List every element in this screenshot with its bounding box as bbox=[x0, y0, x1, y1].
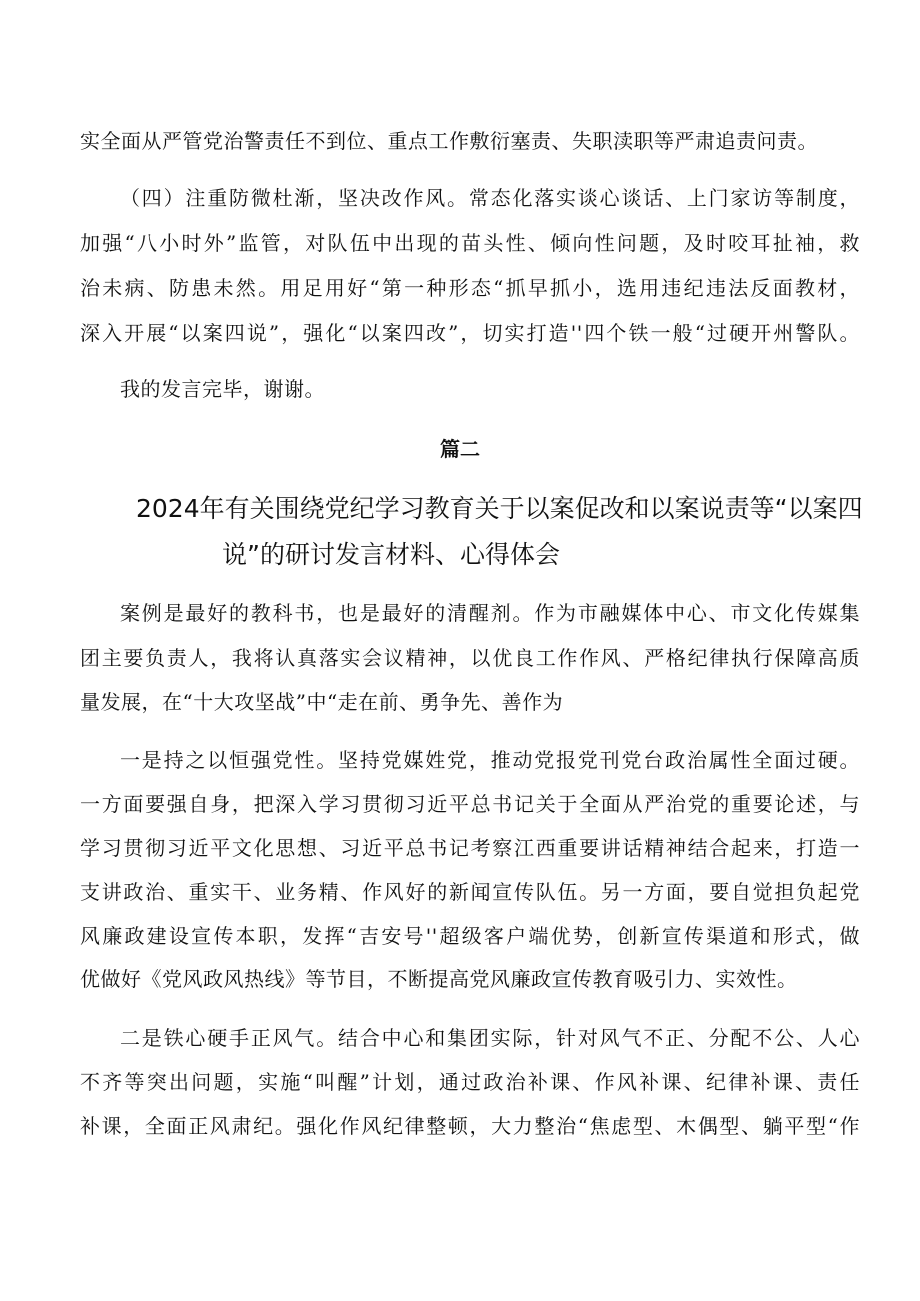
paragraph-2-line-3: 治未病、防患未然。用足用好“第一种形态“抓早抓小，选用违纪违法反面教材， bbox=[80, 276, 860, 300]
paragraph-5-line-2: 一方面要强自身，把深入学习贯彻习近平总书记关于全面从严治党的重要论述，与 bbox=[80, 792, 860, 816]
title-line-2: 说”的研讨发言材料、心得体会 bbox=[222, 540, 560, 569]
paragraph-4-line-2: 团主要负责人，我将认真落实会议精神，以优良工作作风、严格纪律执行保障高质 bbox=[80, 646, 860, 670]
paragraph-6-line-2: 不齐等突出问题，实施“叫醒”计划，通过政治补课、作风补课、纪律补课、责任 bbox=[80, 1070, 860, 1094]
paragraph-4-line-1: 案例是最好的教科书，也是最好的清醒剂。作为市融媒体中心、市文化传媒集 bbox=[120, 601, 860, 625]
paragraph-5-line-4: 支讲政治、重实干、业务精、作风好的新闻宣传队伍。另一方面，要自觉担负起党 bbox=[80, 880, 860, 904]
paragraph-2-line-1: （四）注重防微杜渐，坚决改作风。常态化落实谈心谈话、上门家访等制度， bbox=[120, 186, 860, 210]
paragraph-4-line-3: 量发展，在“十大攻坚战”中“走在前、勇争先、善作为 bbox=[80, 690, 564, 714]
paragraph-1-line-1: 实全面从严管党治警责任不到位、重点工作敷衍塞责、失职渎职等严肃追责问责。 bbox=[80, 129, 818, 153]
paragraph-2-line-2: 加强“八小时外”监管，对队伍中出现的苗头性、倾向性问题，及时咬耳扯袖，救 bbox=[80, 231, 860, 255]
paragraph-6-line-3: 补课，全面正风肃纪。强化作风纪律整顿，大力整治“焦虑型、木偶型、躺平型“作 bbox=[80, 1114, 860, 1138]
paragraph-5-line-5: 风廉政建设宣传本职，发挥“吉安号''超级客户端优势，创新宣传渠道和形式，做 bbox=[80, 924, 860, 948]
paragraph-6-line-1: 二是铁心硬手正风气。结合中心和集团实际，针对风气不正、分配不公、人心 bbox=[120, 1026, 860, 1050]
paragraph-3-line-1: 我的发言完毕，谢谢。 bbox=[120, 377, 325, 401]
paragraph-5-line-1: 一是持之以恒强党性。坚持党媒姓党，推动党报党刊党台政治属性全面过硬。 bbox=[120, 748, 860, 772]
paragraph-5-line-6: 优做好《党风政风热线》等节目，不断提高党风廉政宣传教育吸引力、实效性。 bbox=[80, 967, 798, 991]
paragraph-2-line-4: 深入开展“以案四说”，强化“以案四改”，切实打造''四个铁一般“过硬开州警队。 bbox=[80, 321, 860, 345]
section-label: 篇二 bbox=[440, 437, 480, 461]
title-line-1: 2024年有关围绕党纪学习教育关于以案促改和以案说责等“以案四 bbox=[136, 494, 863, 523]
paragraph-5-line-3: 学习贯彻习近平文化思想、习近平总书记考察江西重要讲话精神结合起来，打造一 bbox=[80, 836, 860, 860]
